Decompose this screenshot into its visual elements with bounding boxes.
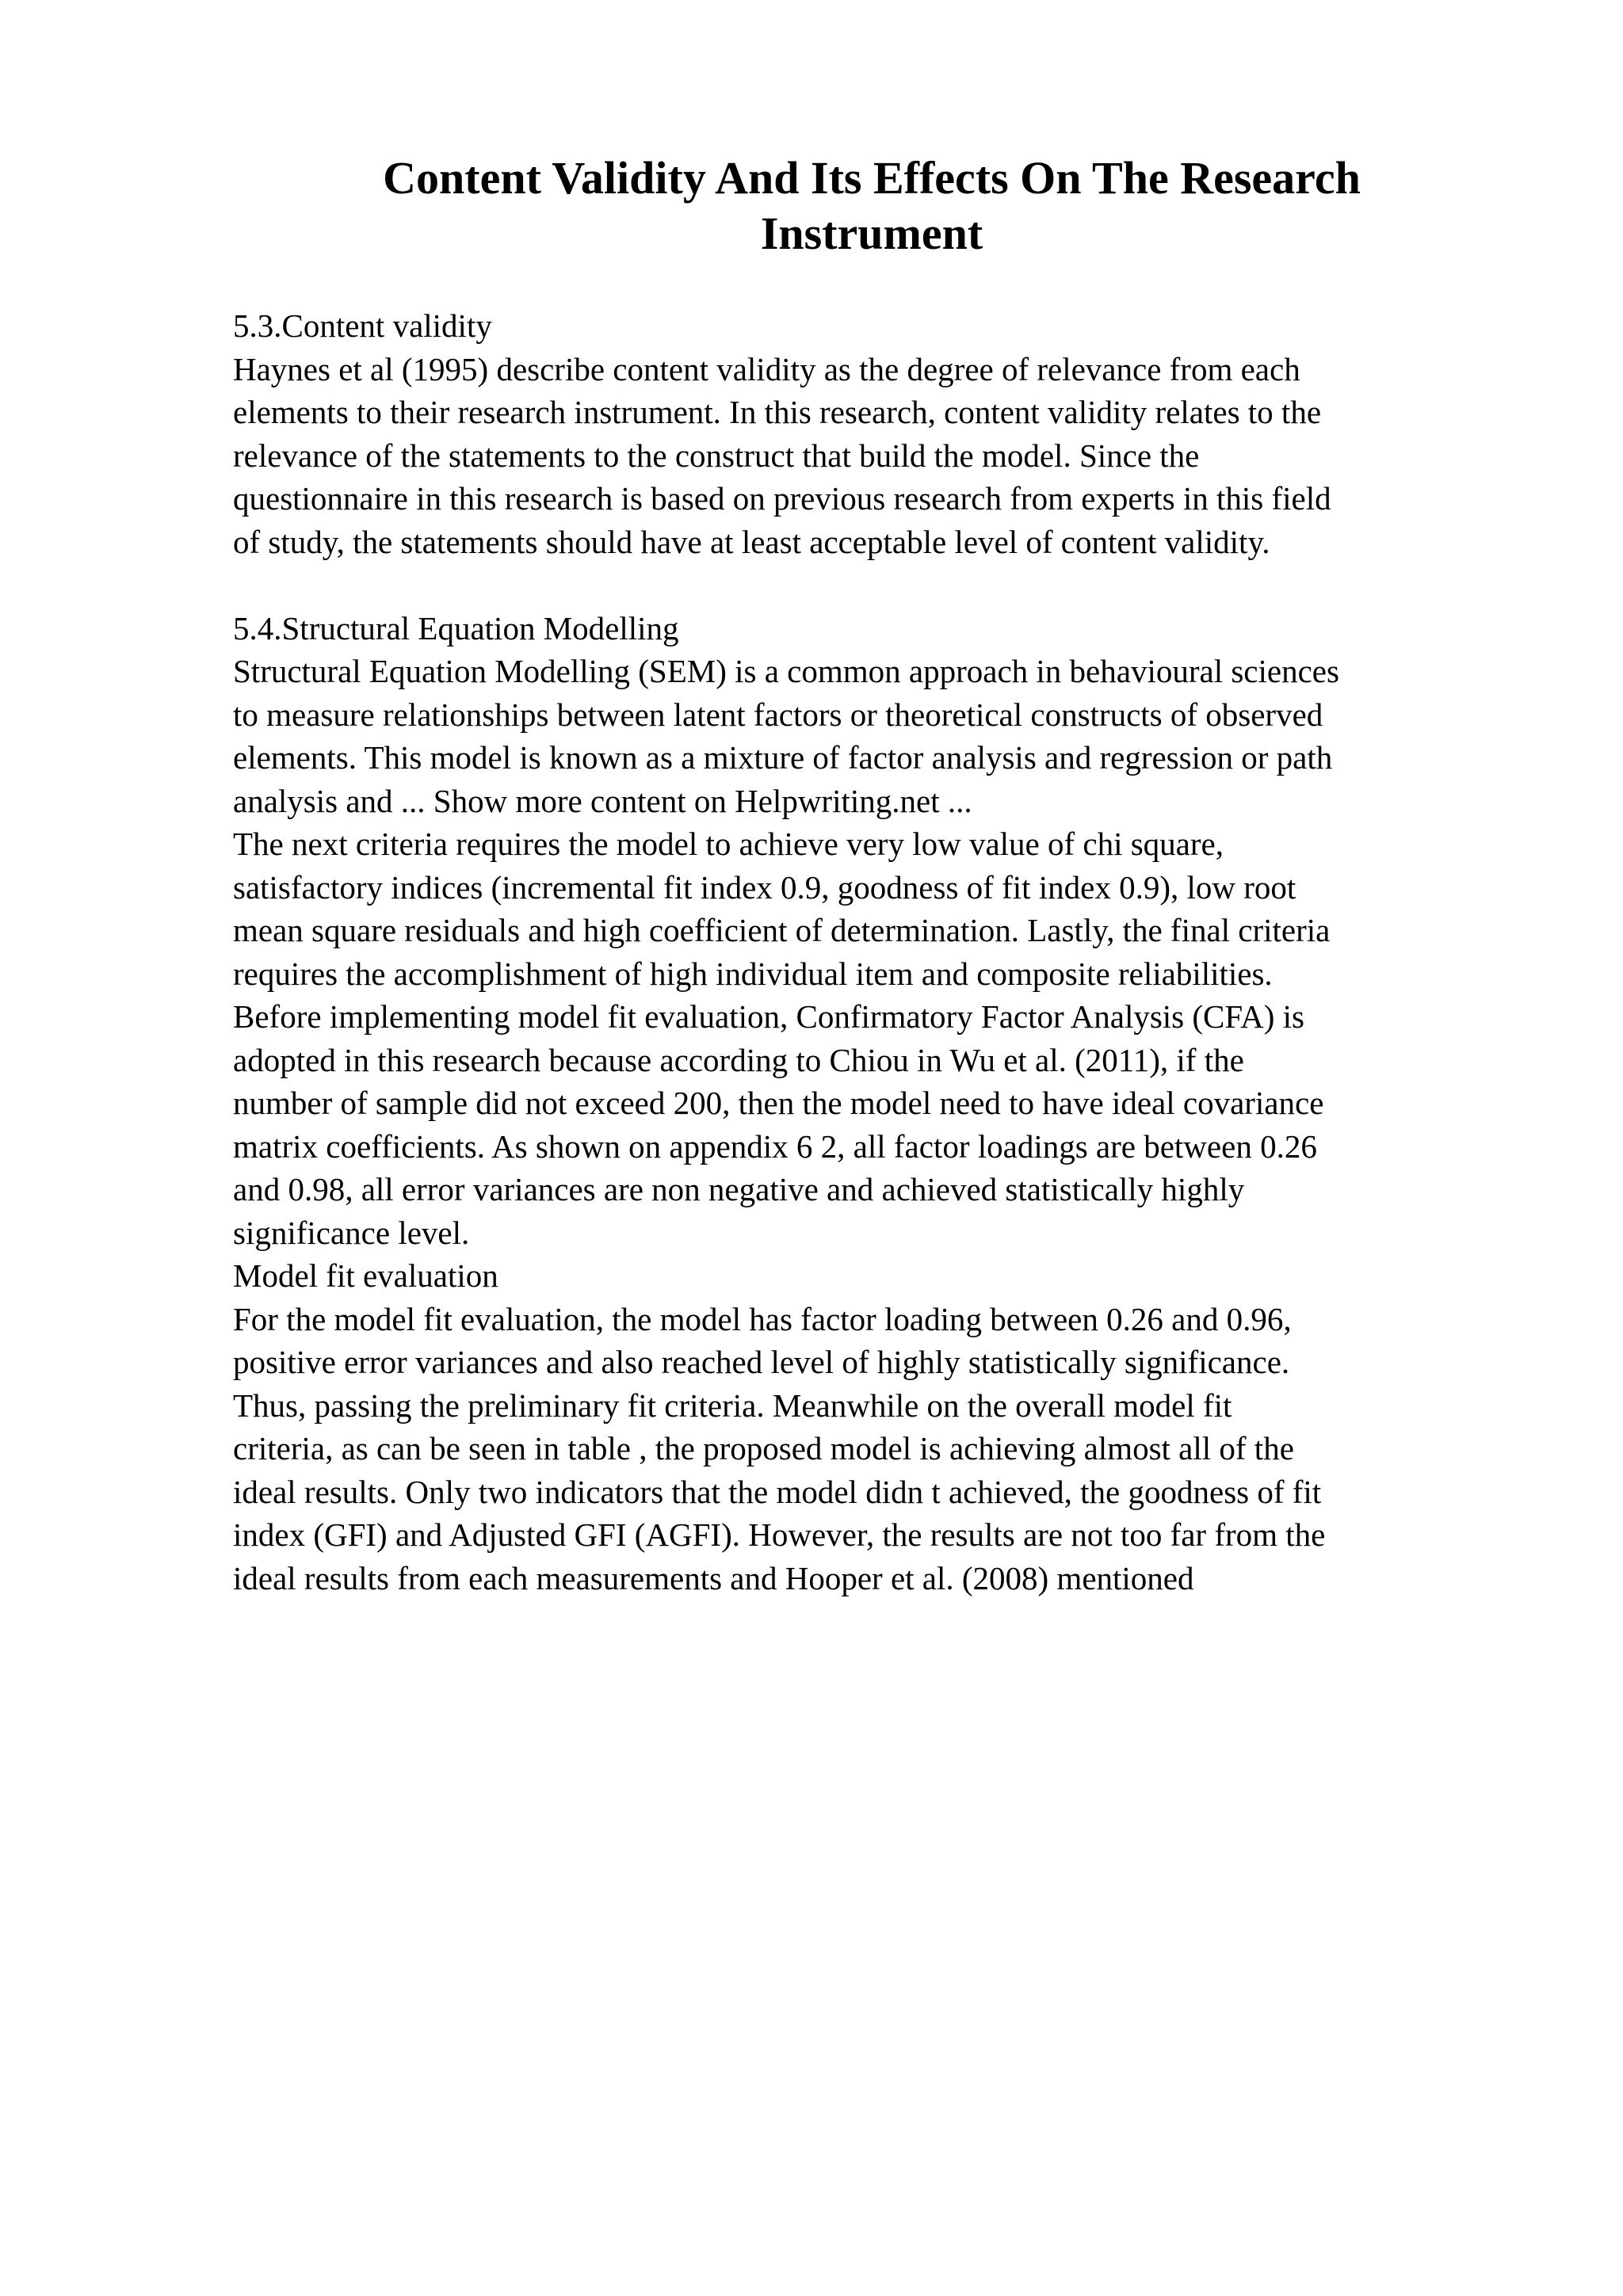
paragraph-spacer bbox=[233, 563, 1533, 607]
section-heading: 5.3.Content validity bbox=[233, 307, 492, 344]
paragraph-line: index (GFI) and Adjusted GFI (AGFI). However, the results are not too far from the bbox=[233, 1516, 1326, 1553]
paragraph-line: number of sample did not exceed 200, then the model need to have ideal covariance bbox=[233, 1085, 1324, 1121]
paragraph-line: analysis and ... Show more content on Helpwriting.net ... bbox=[233, 782, 972, 819]
section-structural-equation-modelling bbox=[233, 607, 1533, 1255]
title-line: Content Validity And Its Effects On The Research bbox=[383, 152, 1361, 204]
title-line: Instrument bbox=[760, 208, 983, 259]
paragraph-line: criteria, as can be seen in table , the proposed model is achieving almost all of the bbox=[233, 1430, 1294, 1466]
paragraph-line: ideal results from each measurements and Hooper et al. (2008) mentioned bbox=[233, 1559, 1194, 1596]
section-heading: 5.4.Structural Equation Modelling bbox=[233, 609, 679, 646]
paragraph-line: satisfactory indices (incremental fit index 0.9, goodness of fit index 0.9), low root bbox=[233, 868, 1296, 906]
paragraph-line: Thus, passing the preliminary fit criteria. Meanwhile on the overall model fit bbox=[233, 1386, 1232, 1424]
paragraph-line: Structural Equation Modelling (SEM) is a common approach in behavioural sciences bbox=[233, 653, 1339, 689]
document-title bbox=[230, 151, 1514, 261]
paragraph-line: Before implementing model fit evaluation, Confirmatory Factor Analysis (CFA) is bbox=[233, 998, 1304, 1035]
section-heading: Model fit evaluation bbox=[233, 1257, 498, 1294]
paragraph-line: For the model fit evaluation, the model has factor loading between 0.26 and 0.96, bbox=[233, 1300, 1292, 1337]
paragraph-line: mean square residuals and high coefficient of determination. Lastly, the final criteria bbox=[233, 912, 1331, 948]
section-model-fit-evaluation bbox=[233, 1254, 1533, 1600]
paragraph-line: Haynes et al (1995) describe content validity as the degree of relevance from each bbox=[233, 350, 1300, 387]
paragraph-line: questionnaire in this research is based on previous research from experts in this field bbox=[233, 480, 1331, 517]
section-content-validity bbox=[233, 304, 1533, 563]
paragraph-line: positive error variances and also reached level of highly statistically significance. bbox=[233, 1344, 1290, 1380]
document-body bbox=[233, 304, 1533, 1600]
paragraph-line: to measure relationships between latent factors or theoretical constructs of observed bbox=[233, 696, 1323, 733]
paragraph-line: requires the accomplishment of high individual item and composite reliabilities. bbox=[233, 955, 1273, 992]
paragraph-line: ideal results. Only two indicators that the model didn t achieved, the goodness of fit bbox=[233, 1473, 1322, 1510]
paragraph-line: of study, the statements should have at least acceptable level of content validity. bbox=[233, 523, 1270, 560]
paragraph-line: elements. This model is known as a mixture of factor analysis and regression or path bbox=[233, 739, 1333, 776]
paragraph-line: adopted in this research because according to Chiou in Wu et al. (2011), if the bbox=[233, 1041, 1244, 1078]
paragraph-line: The next criteria requires the model to achieve very low value of chi square, bbox=[233, 826, 1224, 862]
paragraph-line: elements to their research instrument. In this research, content validity relates to the bbox=[233, 394, 1322, 430]
paragraph-line: relevance of the statements to the construct that build the model. Since the bbox=[233, 437, 1200, 474]
paragraph-line: and 0.98, all error variances are non negative and achieved statistically highly bbox=[233, 1171, 1245, 1207]
paragraph-line: matrix coefficients. As shown on appendix 6 2, all factor loadings are between 0.26 bbox=[233, 1127, 1317, 1165]
paragraph-line: significance level. bbox=[233, 1214, 470, 1251]
